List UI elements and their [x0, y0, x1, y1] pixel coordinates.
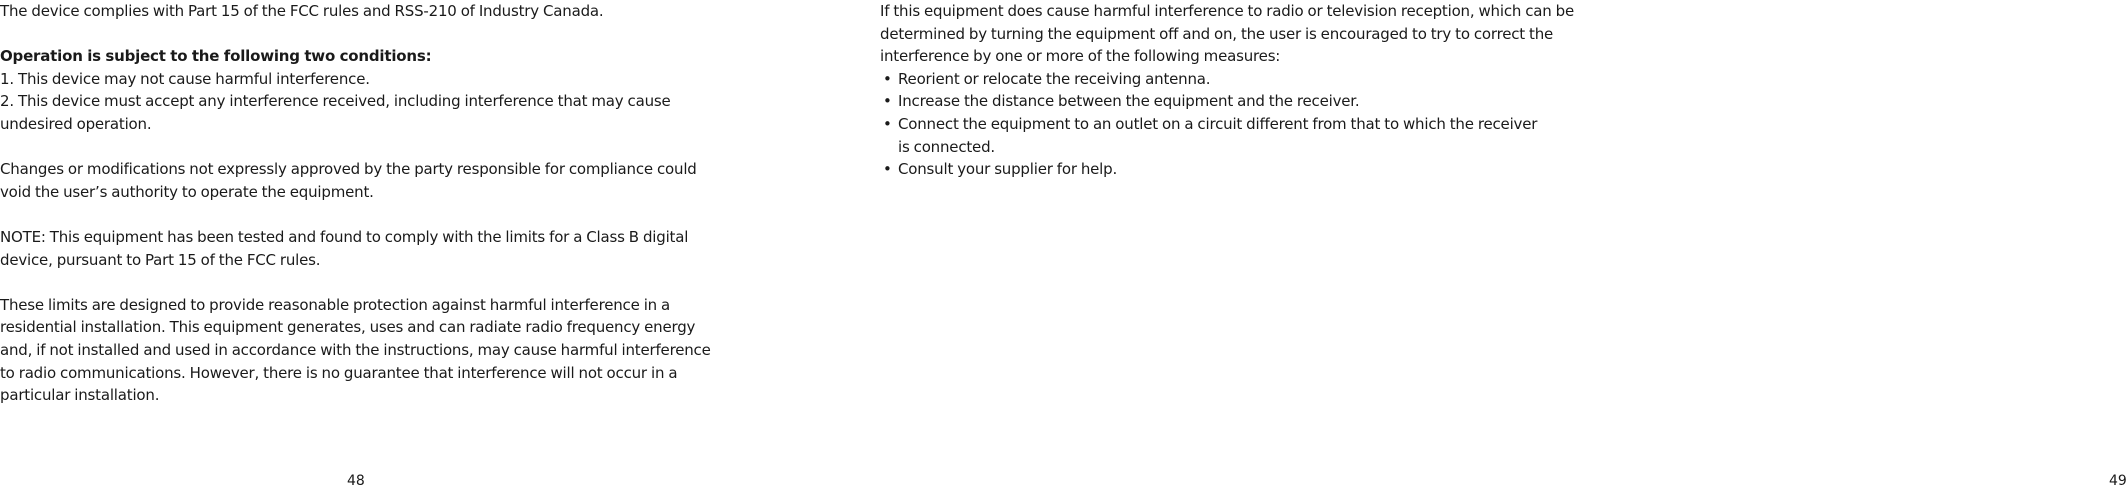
paragraph-gap	[0, 203, 725, 226]
measure-item: • Consult your supplier for help.	[880, 158, 1577, 181]
left-page	[0, 0, 725, 491]
class-b-note: NOTE: This equipment has been tested and found to comply with the limits for a Class B digital device, pursuant to Part 15 of the FCC rules.	[0, 227, 689, 269]
limits-paragraph: These limits are designed to provide reasonable protection against harmful interference in a residential installation. This equipment generates, uses and can radiate radio frequency energy and, if not installed and used in accordance with the instructions, may cause harmful interference to radio communications. However, there is no guarantee that interference will not occur in a particular installation.	[0, 295, 711, 405]
left-page-text	[0, 0, 725, 407]
interference-intro: If this equipment does cause harmful interference to radio or television reception, which can be determined by turning the equipment off and on, the user is encouraged to try to correct the interference by one or more of the following measures:	[880, 2, 1575, 66]
changes-notice: Changes or modifications not expressly approved by the party responsible for compliance could void the user’s authority to operate the equipment.	[0, 160, 697, 201]
page-number-left: 48	[347, 473, 365, 489]
right-page	[880, 0, 2127, 491]
measure-item: • Reorient or relocate the receiving antenna.	[880, 68, 1577, 91]
page-number-right: 49	[2109, 473, 2127, 489]
paragraph-gap	[0, 136, 725, 159]
measure-item: • Increase the distance between the equipment and the receiver.	[880, 90, 1577, 113]
paragraph-gap	[0, 23, 725, 46]
fcc-compliance-intro: The device complies with Part 15 of the FCC rules and RSS-210 of Industry Canada.	[0, 2, 604, 20]
conditions-heading: Operation is subject to the following two conditions:	[0, 47, 432, 66]
measure-item: • Connect the equipment to an outlet on a circuit different from that to which the receiver is connected.	[880, 113, 1538, 158]
paragraph-gap	[0, 271, 725, 294]
right-page-text	[880, 0, 1577, 181]
condition-2: 2. This device must accept any interference received, including interference that may cause undesired operation.	[0, 92, 671, 133]
measures-list	[880, 68, 1577, 181]
condition-1: 1. This device may not cause harmful interference.	[0, 69, 370, 88]
